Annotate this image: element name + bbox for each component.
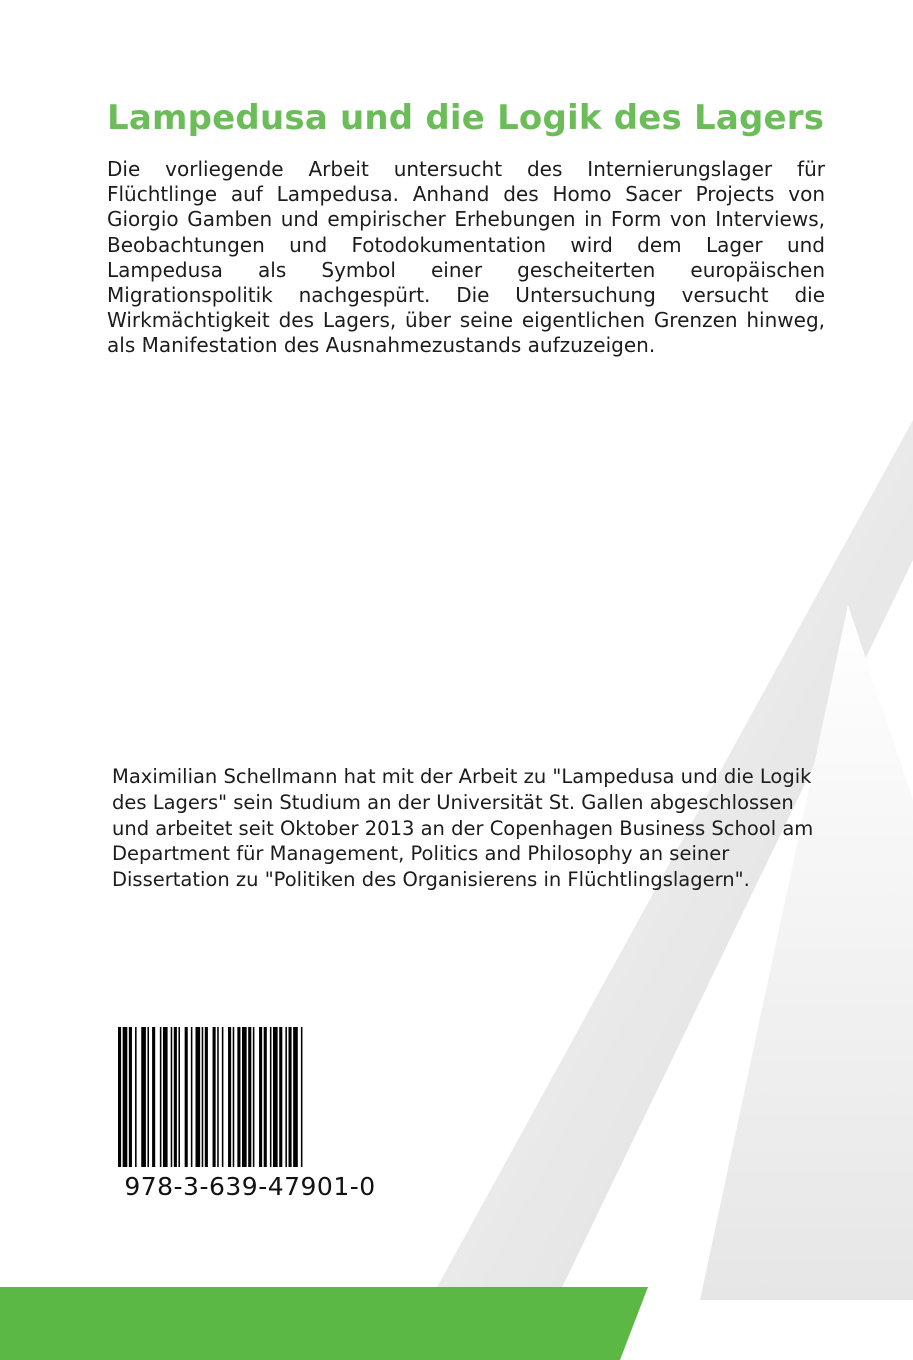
- book-abstract: Die vorliegende Arbeit untersucht des Internierungslager für Flüchtlinge auf Lampedusa. Anhand des Homo Sacer Projects von Giorgio Gamben und empirischer Erhebungen in Form von Interviews, Beobachtungen und Fotodokumentation wird dem Lager und Lampedusa als Symbol einer gescheiterten europäischen Migrationspolitik nachgespürt. Die Untersuchung versucht die Wirkmächtigkeit des Lagers, über seine eigentlichen Grenzen hinweg, als Manifestation des Ausnahmezustands aufzuzeigen.: [107, 157, 825, 358]
- barcode-bar: [129, 1027, 132, 1167]
- barcode-bar: [191, 1027, 193, 1167]
- barcode-bar: [217, 1027, 219, 1167]
- barcode-bar: [273, 1027, 278, 1167]
- barcode-bar: [289, 1027, 292, 1167]
- barcode-bar: [270, 1027, 272, 1167]
- barcode-bar: [264, 1027, 267, 1167]
- barcode-bar: [152, 1027, 155, 1167]
- isbn-number: 978-3-639-47901-0: [124, 1172, 376, 1201]
- barcode-bar: [228, 1027, 231, 1167]
- barcode-bar: [279, 1027, 282, 1167]
- barcode-bar: [135, 1027, 137, 1167]
- barcode-bar: [242, 1027, 247, 1167]
- barcode-bar: [171, 1027, 173, 1167]
- barcode-bar: [233, 1027, 235, 1167]
- barcode-bar: [237, 1027, 240, 1167]
- barcode-bar: [174, 1027, 177, 1167]
- barcode-bar: [141, 1027, 146, 1167]
- barcode-bar: [205, 1027, 208, 1167]
- barcode-bar: [248, 1027, 251, 1167]
- barcode-bar: [196, 1027, 201, 1167]
- barcode-bar: [213, 1027, 216, 1167]
- barcode-bar: [147, 1027, 149, 1167]
- barcode-bar: [253, 1027, 255, 1167]
- barcode-bar: [160, 1027, 162, 1167]
- barcode-bar: [259, 1027, 262, 1167]
- barcode-bar: [301, 1027, 303, 1167]
- barcode-bar: [178, 1027, 180, 1167]
- barcode-bar: [222, 1027, 224, 1167]
- barcode-icon: [118, 1027, 382, 1167]
- author-bio: Maximilian Schellmann hat mit der Arbeit zu "Lampedusa und die Logik des Lagers" sein Studium an der Universität St. Gallen abgeschlossen und arbeitet seit Oktober 2013 an der Copenhagen Business School am Department für Management, Politics and Philosophy an seiner Dissertation zu "Politiken des Organisierens in Flüchtlingslagern".: [112, 765, 814, 892]
- barcode-bar: [118, 1027, 121, 1167]
- barcode-bar: [285, 1027, 287, 1167]
- footer-green-band: [0, 1287, 913, 1360]
- barcode-bar: [123, 1027, 128, 1167]
- barcode-bar: [185, 1027, 188, 1167]
- barcode-bar: [163, 1027, 168, 1167]
- barcode-bar: [293, 1027, 298, 1167]
- barcode-bar: [202, 1027, 204, 1167]
- book-title: Lampedusa und die Logik des Lagers: [107, 98, 825, 138]
